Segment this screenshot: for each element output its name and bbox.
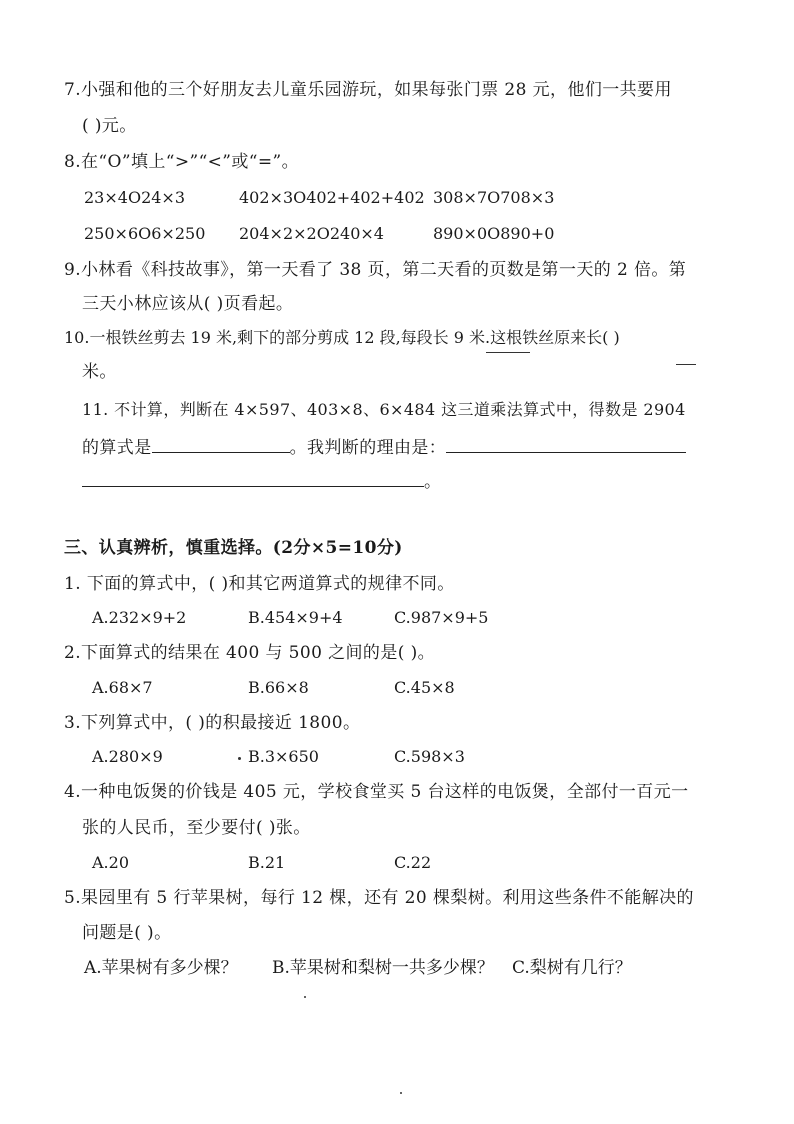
q8-item: 890×0O890+0 <box>433 224 555 243</box>
q9-line1: 9.小林看《科技故事》，第一天看了 38 页，第二天看的页数是第一天的 2 倍。第 <box>64 260 687 280</box>
mc2-option-b: B.66×8 <box>248 678 309 697</box>
q11-line1: 11. 不计算，判断在 4×597、403×8、6×484 这三道乘法算式中，得数是 2904 <box>82 400 686 419</box>
q8-item: 402×3O402+402+402 <box>239 188 425 207</box>
section3-title: 三、认真辨析，慎重选择。(2分×5=10分) <box>64 538 403 558</box>
mc4-option-c: C.22 <box>394 853 432 872</box>
q10-line2: 米。 <box>82 362 117 382</box>
reason-blank[interactable] <box>446 434 686 453</box>
q11-line2 <box>82 434 686 460</box>
mc1-option-c: C.987×9+5 <box>394 608 489 627</box>
mc4-option-a: A.20 <box>92 853 129 872</box>
mc2-option-a: A.68×7 <box>92 678 153 697</box>
q10-line1: 10.一根铁丝剪去 19 米,剩下的部分剪成 12 段,每段长 9 米.这根铁丝原来长( ) <box>64 328 620 347</box>
answer-stroke <box>486 352 530 353</box>
answer-stroke <box>676 364 696 365</box>
q8-title: 8.在“O”填上“>”“<”或“=”。 <box>64 152 300 172</box>
mc2-option-c: C.45×8 <box>394 678 455 697</box>
mc5-question-line2: 问题是( )。 <box>82 923 172 943</box>
mc4-question: 4.一种电饭煲的价钱是 405 元，学校食堂买 5 台这样的电饭煲，全部付一百元一 <box>64 782 689 802</box>
scan-speck <box>304 996 306 998</box>
q11-part-b: 。我判断的理由是： <box>289 438 447 458</box>
mc3-option-c: C.598×3 <box>394 747 465 766</box>
mc2-question: 2.下面算式的结果在 400 与 500 之间的是( )。 <box>64 643 435 663</box>
q7-line1: 7.小强和他的三个好朋友去儿童乐园游玩，如果每张门票 28 元，他们一共要用 <box>64 80 672 100</box>
mc5-option-c: C.梨树有几行？ <box>512 958 632 978</box>
q11-line3 <box>82 468 441 494</box>
mc1-option-b: B.454×9+4 <box>248 608 343 627</box>
scan-speck <box>400 1092 402 1094</box>
q11-part-a: 的算式是 <box>82 438 152 458</box>
mc5-question: 5.果园里有 5 行苹果树，每行 12 棵，还有 20 棵梨树。利用这些条件不能解决的 <box>64 888 694 908</box>
q8-item: 23×4O24×3 <box>84 188 186 207</box>
mc3-option-b: B.3×650 <box>248 747 319 766</box>
mc4-question-line2: 张的人民币，至少要付( )张。 <box>82 818 311 838</box>
mc1-question: 1. 下面的算式中，( )和其它两道算式的规律不同。 <box>64 574 455 594</box>
mc1-option-a: A.232×9+2 <box>92 608 187 627</box>
q8-item: 204×2×2O240×4 <box>239 224 384 243</box>
answer-blank[interactable] <box>152 434 290 453</box>
q11-end: 。 <box>424 472 442 492</box>
q7-line2: ( )元。 <box>82 116 137 136</box>
q8-item: 250×6O6×250 <box>84 224 206 243</box>
mc3-option-a: A.280×9 <box>92 747 163 766</box>
q8-item: 308×7O708×3 <box>433 188 555 207</box>
mc3-question: 3.下列算式中，( )的积最接近 1800。 <box>64 713 361 733</box>
q9-line2: 三天小林应该从( )页看起。 <box>82 294 294 314</box>
mc5-option-b: B.苹果树和梨树一共多少棵？ <box>272 958 494 978</box>
stray-mark <box>238 757 241 760</box>
mc5-option-a: A.苹果树有多少棵？ <box>84 958 238 978</box>
mc4-option-b: B.21 <box>248 853 286 872</box>
reason-blank-continued[interactable] <box>82 468 424 487</box>
